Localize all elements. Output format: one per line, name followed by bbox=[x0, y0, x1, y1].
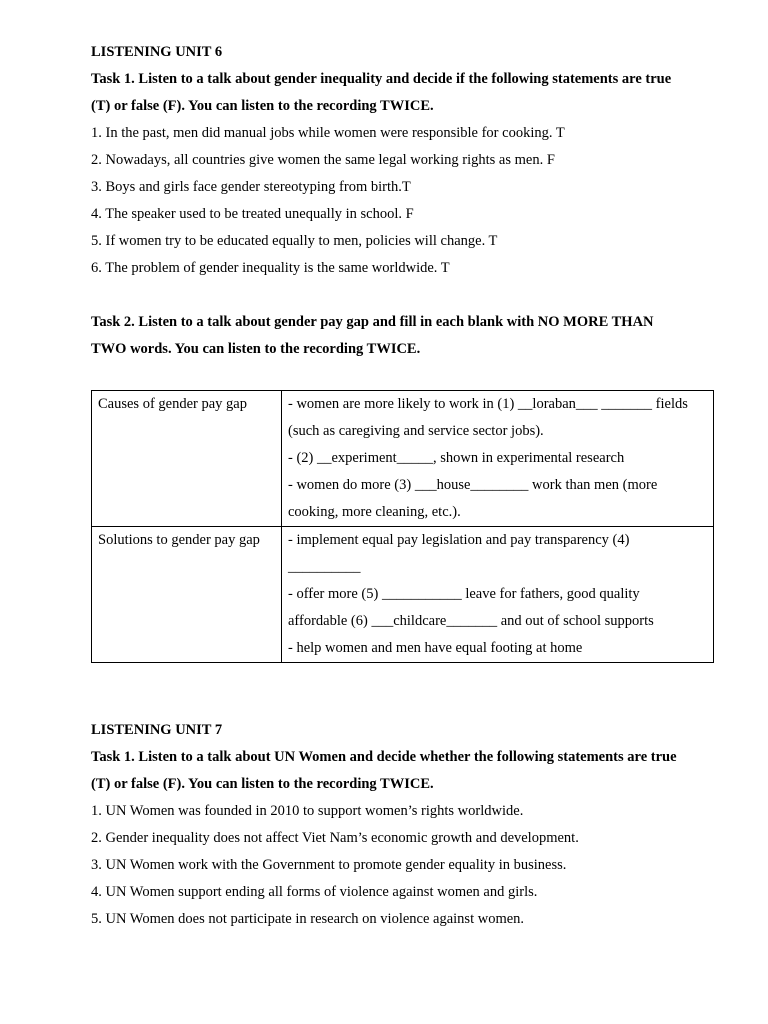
solutions-line: - offer more (5) ___________ leave for fathers, good quality bbox=[288, 586, 640, 602]
statement-item: 5. If women try to be educated equally to men, policies will change. T bbox=[91, 233, 498, 249]
statement-item: 2. Nowadays, all countries give women the same legal working rights as men. F bbox=[91, 152, 555, 168]
statement-item: 2. Gender inequality does not affect Viet Nam’s economic growth and development. bbox=[91, 830, 579, 846]
statement-item: 4. UN Women support ending all forms of violence against women and girls. bbox=[91, 884, 538, 900]
statement-item: 6. The problem of gender inequality is the same worldwide. T bbox=[91, 260, 450, 276]
document-content bbox=[91, 39, 716, 933]
statement-item: 3. UN Women work with the Government to promote gender equality in business. bbox=[91, 857, 567, 873]
statement-item: 3. Boys and girls face gender stereotyping from birth.T bbox=[91, 179, 411, 195]
causes-line: cooking, more cleaning, etc.). bbox=[288, 504, 461, 520]
unit7-task1-statements bbox=[91, 798, 716, 933]
unit6-task1-instruction-line2: (T) or false (F). You can listen to the recording TWICE. bbox=[91, 98, 434, 114]
pay-gap-table bbox=[91, 390, 714, 663]
unit7-task1-instruction-line2: (T) or false (F). You can listen to the recording TWICE. bbox=[91, 776, 434, 792]
table-row-solutions bbox=[92, 527, 714, 663]
solutions-cell bbox=[282, 527, 714, 663]
unit7-heading: LISTENING UNIT 7 bbox=[91, 722, 223, 738]
causes-label: Causes of gender pay gap bbox=[92, 391, 282, 527]
statement-item: 1. UN Women was founded in 2010 to support women’s rights worldwide. bbox=[91, 803, 524, 819]
unit6-task2-instruction-line2: TWO words. You can listen to the recording TWICE. bbox=[91, 341, 421, 357]
spacer bbox=[91, 690, 716, 717]
statement-item: 4. The speaker used to be treated unequally in school. F bbox=[91, 206, 414, 222]
causes-line: (such as caregiving and service sector jobs). bbox=[288, 423, 544, 439]
spacer bbox=[91, 363, 716, 390]
solutions-line: affordable (6) ___childcare_______ and out of school supports bbox=[288, 613, 654, 629]
table-row-causes bbox=[92, 391, 714, 527]
solutions-label: Solutions to gender pay gap bbox=[92, 527, 282, 663]
solutions-line: - implement equal pay legislation and pay transparency (4) bbox=[288, 532, 630, 548]
causes-line: - women do more (3) ___house________ work than men (more bbox=[288, 477, 658, 493]
unit6-task1-instruction-line1: Task 1. Listen to a talk about gender inequality and decide if the following statements are true bbox=[91, 71, 672, 87]
unit7-task1-instruction-line1: Task 1. Listen to a talk about UN Women and decide whether the following statements are true bbox=[91, 749, 677, 765]
solutions-line: __________ bbox=[288, 559, 361, 575]
statement-item: 1. In the past, men did manual jobs while women were responsible for cooking. T bbox=[91, 125, 565, 141]
unit6-task2-instruction-line1: Task 2. Listen to a talk about gender pay gap and fill in each blank with NO MORE THAN bbox=[91, 314, 654, 330]
causes-line: - (2) __experiment_____, shown in experimental research bbox=[288, 450, 625, 466]
statement-item: 5. UN Women does not participate in research on violence against women. bbox=[91, 911, 525, 927]
spacer bbox=[91, 282, 716, 309]
solutions-line: - help women and men have equal footing at home bbox=[288, 640, 583, 656]
causes-line: - women are more likely to work in (1) __loraban___ _______ fields bbox=[288, 396, 688, 412]
spacer bbox=[91, 663, 716, 690]
causes-cell bbox=[282, 391, 714, 527]
unit6-task1-statements bbox=[91, 120, 716, 282]
unit6-heading: LISTENING UNIT 6 bbox=[91, 44, 223, 60]
